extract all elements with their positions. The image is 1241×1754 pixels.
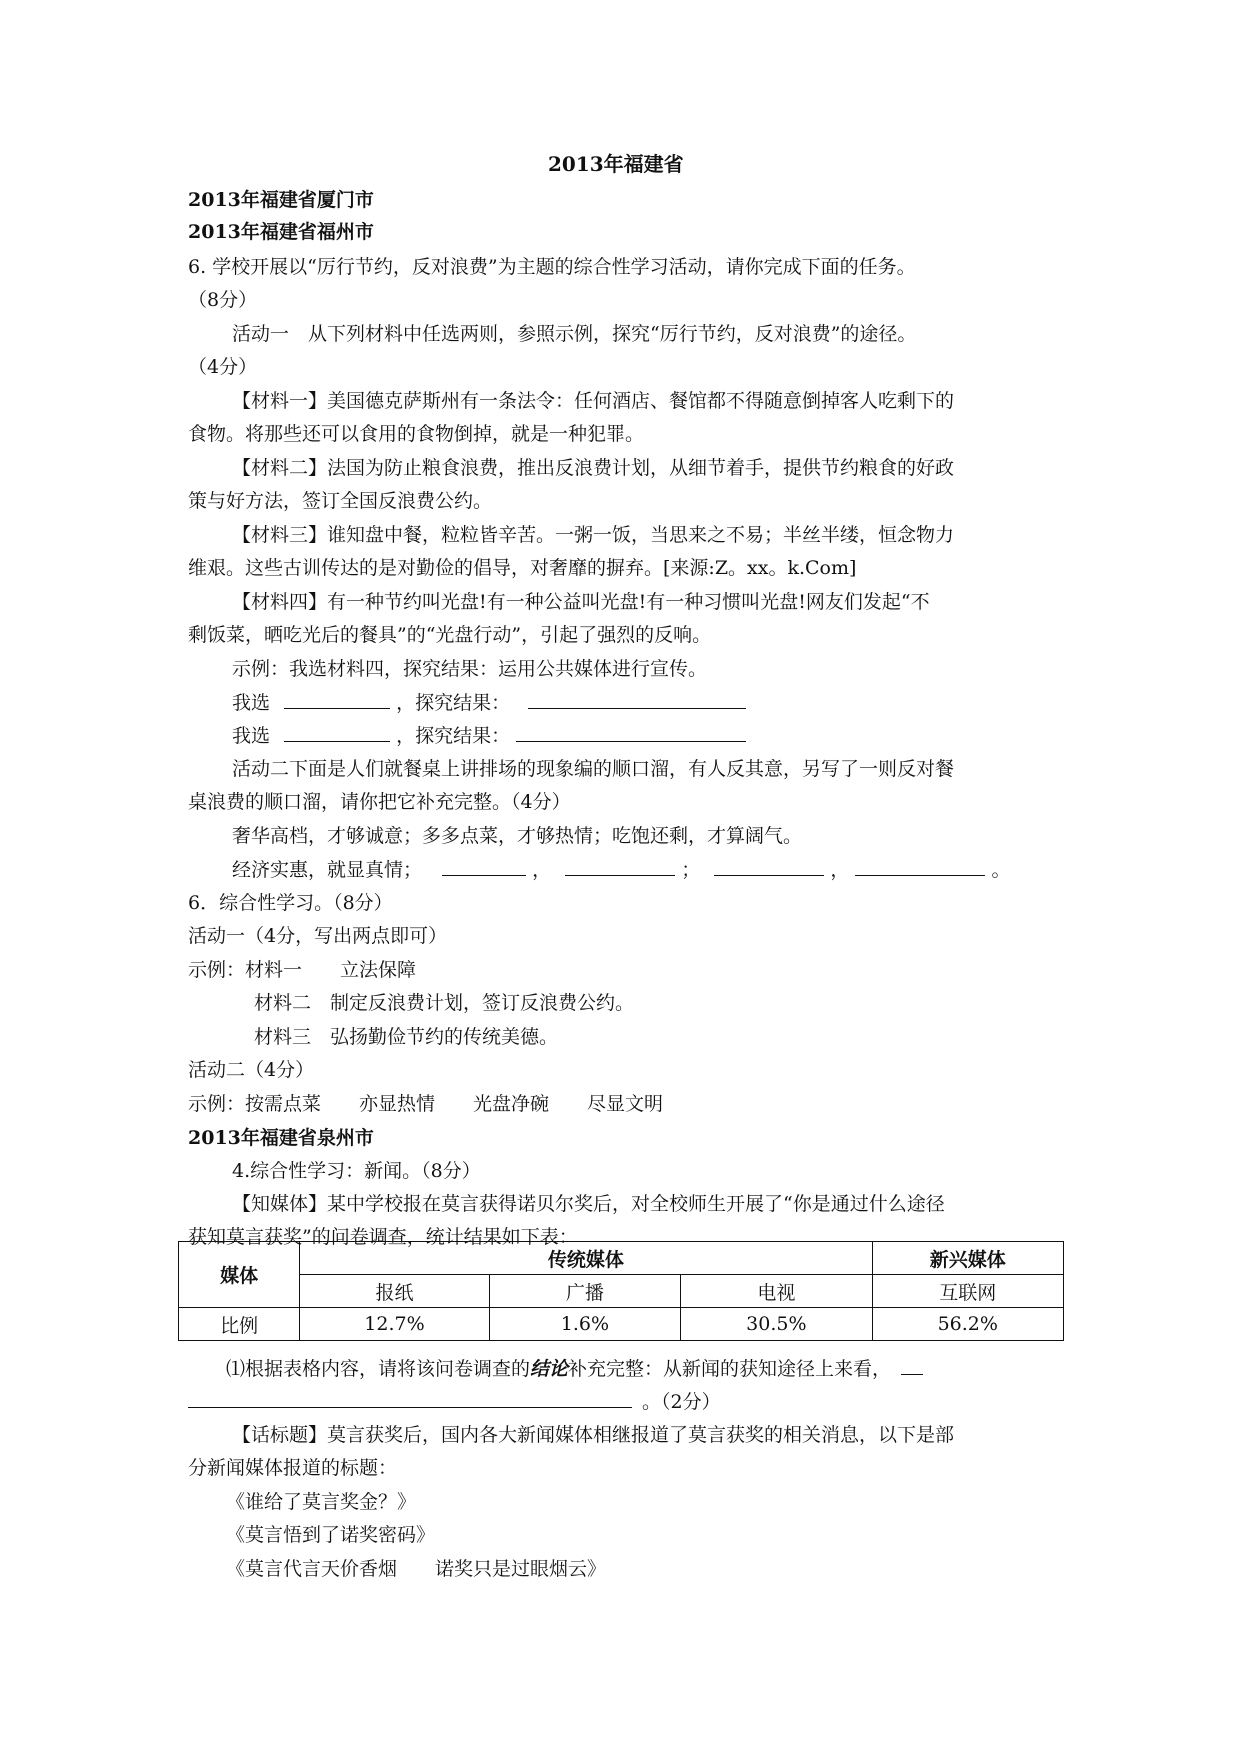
rhyme-sep: 。	[991, 859, 1011, 881]
table-row-header: 媒体	[179, 1242, 300, 1308]
material-choice-blank-1[interactable]	[284, 690, 390, 709]
subquestion-1-text: ⑴根据表格内容，请将该问卷调查的	[226, 1358, 531, 1380]
table-value-newspaper: 12.7%	[300, 1308, 489, 1341]
question-6-line1: 6. 学校开展以“厉行节约，反对浪费”为主题的综合性学习活动，请你完成下面的任务。	[188, 256, 916, 278]
answer-row-2	[232, 723, 746, 748]
conclusion-blank-start[interactable]	[901, 1356, 923, 1375]
example-line: 示例：我选材料四，探究结果：运用公共媒体进行宣传。	[232, 658, 708, 680]
material4-line1: 【材料四】有一种节约叫光盘!有一种公益叫光盘!有一种习惯叫光盘!网友们发起“不	[232, 591, 930, 613]
activity1-line2: （4分）	[188, 356, 258, 378]
table-col-tv: 电视	[681, 1275, 872, 1308]
answer-label-choose: 我选	[232, 692, 271, 714]
topic-line2: 分新闻媒体报道的标题：	[188, 1457, 398, 1479]
table-ratio-label: 比例	[179, 1308, 300, 1341]
subquestion-1-text: 补充完整：从新闻的获知途径上来看，	[568, 1358, 892, 1380]
rhyme-blank-1[interactable]	[442, 857, 526, 876]
rhyme-sep: ，	[830, 859, 850, 881]
media-line2: 获知莫言获奖”的问卷调查，统计结果如下表：	[188, 1226, 578, 1248]
material1-line1: 【材料一】美国德克萨斯州有一条法令：任何酒店、餐馆都不得随意倒掉客人吃剩下的	[232, 390, 955, 412]
headline-1: 《谁给了莫言奖金？》	[226, 1491, 417, 1513]
media-line1: 【知媒体】某中学校报在莫言获得诺贝尔奖后，对全校师生开展了“你是通过什么途径	[232, 1193, 945, 1215]
subquestion-1-score: 。（2分）	[642, 1391, 721, 1413]
result-blank-1[interactable]	[528, 690, 746, 709]
material3-line2: 维艰。这些古训传达的是对勤俭的倡导，对奢靡的摒弃。[来源:Z。xx。k.Com]	[188, 557, 857, 579]
emphasis-conclusion: 结论	[530, 1358, 569, 1380]
headline-2: 《莫言悟到了诺奖密码》	[226, 1524, 436, 1546]
answer-example2: 材料二 制定反浪费计划，签订反浪费公约。	[254, 992, 635, 1014]
material2-line1: 【材料二】法国为防止粮食浪费，推出反浪费计划，从细节着手，提供节约粮食的好政	[232, 457, 955, 479]
answer-label-result: ，探究结果：	[396, 692, 511, 714]
table-col-newspaper: 报纸	[300, 1275, 489, 1308]
answer-row-1	[232, 690, 746, 715]
table-col-internet: 互联网	[872, 1275, 1063, 1308]
answer-example1: 示例：材料一 立法保障	[188, 959, 417, 981]
topic-line1: 【话标题】莫言获奖后，国内各大新闻媒体相继报道了莫言获奖的相关消息，以下是部	[232, 1424, 955, 1446]
section-heading-fuzhou: 2013年福建省福州市	[188, 221, 374, 243]
question-4: 4.综合性学习：新闻。（8分）	[232, 1160, 481, 1182]
activity1-line1: 活动一 从下列材料中任选两则，参照示例，探究“厉行节约，反对浪费”的途径。	[232, 323, 917, 345]
subquestion-1-line1	[226, 1356, 923, 1381]
answer-label-choose: 我选	[232, 725, 271, 747]
table-group-traditional: 传统媒体	[300, 1242, 872, 1275]
rhyme-line1: 奢华高档，才够诚意；多多点菜，才够热情；吃饱还剩，才算阔气。	[232, 825, 803, 847]
rhyme-blank-4[interactable]	[855, 857, 985, 876]
answer-activity1: 活动一（4分，写出两点即可）	[188, 925, 448, 947]
rhyme-line2	[232, 857, 1010, 882]
table-value-internet: 56.2%	[872, 1308, 1063, 1341]
answer-example4: 示例：按需点菜 亦显热情 光盘净碗 尽显文明	[188, 1093, 664, 1115]
answer-label-result: ，探究结果：	[396, 725, 511, 747]
rhyme-blank-3[interactable]	[714, 857, 824, 876]
rhyme-sep: ；	[681, 859, 701, 881]
material1-line2: 食物。将那些还可以食用的食物倒掉，就是一种犯罪。	[188, 423, 645, 445]
material-choice-blank-2[interactable]	[284, 723, 390, 742]
material3-line1: 【材料三】谁知盘中餐，粒粒皆辛苦。一粥一饭，当思来之不易；半丝半缕，恒念物力	[232, 524, 955, 546]
subquestion-1-line2	[188, 1389, 721, 1414]
question-6-line2: （8分）	[188, 289, 258, 311]
answer-activity2: 活动二（4分）	[188, 1059, 315, 1081]
rhyme-given: 经济实惠，就显真情；	[232, 859, 423, 881]
table-value-radio: 1.6%	[489, 1308, 680, 1341]
conclusion-blank[interactable]	[188, 1389, 632, 1408]
survey-table	[178, 1241, 1064, 1341]
material2-line2: 策与好方法，签订全国反浪费公约。	[188, 490, 493, 512]
section-heading-xiamen: 2013年福建省厦门市	[188, 189, 374, 211]
material4-line2: 剩饭菜，晒吃光后的餐具”的“光盘行动”，引起了强烈的反响。	[188, 624, 712, 646]
activity2-line1: 活动二下面是人们就餐桌上讲排场的现象编的顺口溜，有人反其意，另写了一则反对餐	[232, 758, 955, 780]
headline-3: 《莫言代言天价香烟 诺奖只是过眼烟云》	[226, 1558, 607, 1580]
table-value-tv: 30.5%	[681, 1308, 872, 1341]
section-heading-quanzhou: 2013年福建省泉州市	[188, 1127, 374, 1149]
answer-example3: 材料三 弘扬勤俭节约的传统美德。	[254, 1026, 559, 1048]
activity2-line2: 桌浪费的顺口溜，请你把它补充完整。（4分）	[188, 791, 571, 813]
table-col-radio: 广播	[489, 1275, 680, 1308]
answer-heading: 6．综合性学习。（8分）	[188, 892, 393, 914]
table-group-new: 新兴媒体	[872, 1242, 1063, 1275]
rhyme-sep: ，	[532, 859, 552, 881]
result-blank-2[interactable]	[516, 723, 746, 742]
page-title: 2013年福建省	[548, 152, 684, 176]
rhyme-blank-2[interactable]	[565, 857, 675, 876]
